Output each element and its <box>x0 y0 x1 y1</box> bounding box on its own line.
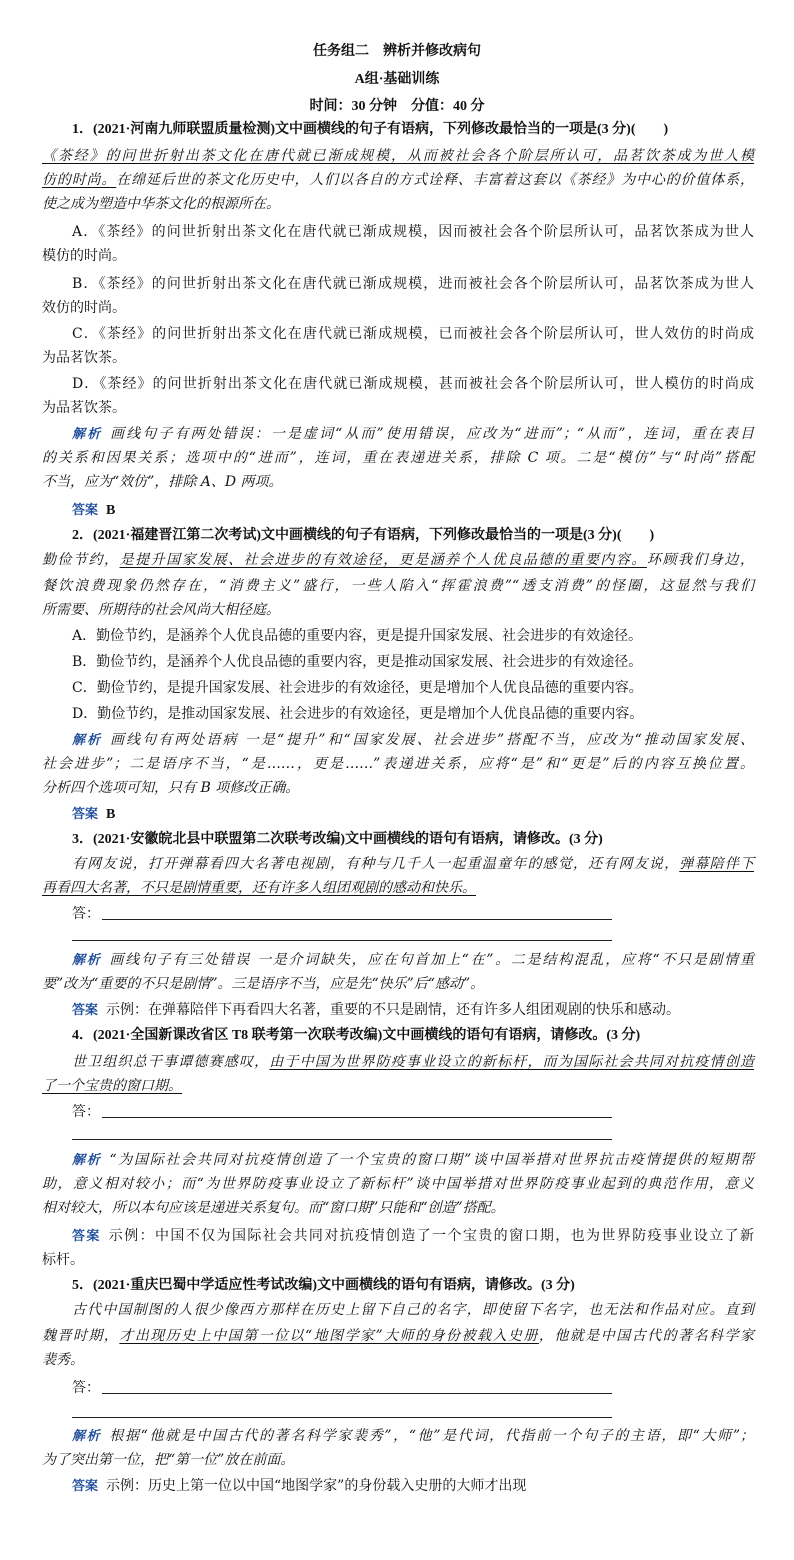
q4-passage-line1: 世卫组织总干事谭德赛感叹，由于中国为世界防疫事业设立的新标杆，而为国际社会共同对抗疫情创造 <box>72 1054 755 1070</box>
q1-analysis: 解析 画线句子有两处错误：一是虚词“从而”使用错误，应改为“进而”；“从而”，连词，重在表目 <box>72 426 754 442</box>
q1-option-c: C．《茶经》的问世折射出茶文化在唐代就已渐成规模，已而被社会各个阶层所认可，世人效仿的时尚成 <box>72 326 754 342</box>
q5-answer: 答案 示例：历史上第一位以中国“地图学家”的身份载入史册的大师才出现 <box>72 1478 527 1494</box>
q2-answer: 答案 B <box>72 807 116 822</box>
q4-underlined-sentence: 由于中国为世界防疫事业设立的新标杆，而为国际社会共同对抗疫情创造 <box>269 1054 755 1070</box>
q5-answer-blank-1[interactable] <box>102 1393 612 1394</box>
q1-passage-line1 <box>42 146 754 166</box>
q1-underlined-sentence: 《茶经》的问世折射出茶文化在唐代就已渐成规模，从而被社会各个阶层所认可，品茗饮茶成为世人模 <box>42 148 754 164</box>
q4-analysis: 解析 “为国际社会共同对抗疫情创造了一个宝贵的窗口期”谈中国举措对世界抗击疫情提供的短期帮 <box>72 1152 754 1168</box>
q2-stem: 2．(2021·福建晋江第二次考试)文中画横线的句子有语病，下列修改最恰当的一项是(3 分)( ) <box>72 528 655 543</box>
q4-passage-line2: 了一个宝贵的窗口期。 <box>42 1078 182 1094</box>
q1-option-d: D．《茶经》的问世折射出茶文化在唐代就已渐成规模，甚而被社会各个阶层所认可，世人模仿的时尚成 <box>72 376 754 392</box>
q5-passage-line1: 古代中国制图的人很少像西方那样在历史上留下自己的名字，即使留下名字，也无法和作品对应。直到 <box>72 1302 754 1318</box>
q4-answer-blank-2[interactable] <box>72 1139 612 1140</box>
q4-answer-prompt: 答： <box>72 1104 100 1120</box>
q2-option-a: A．勤俭节约，是涵养个人优良品德的重要内容，更是提升国家发展、社会进步的有效途径。 <box>72 628 643 644</box>
q3-passage-line2 <box>42 878 754 898</box>
time-score: 时间：30 分钟 分值：40 分 <box>309 99 485 114</box>
q2-option-d: D．勤俭节约，是推动国家发展、社会进步的有效途径，更是增加个人优良品德的重要内容。 <box>72 706 644 722</box>
q1-passage-line3: 使之成为塑造中华茶文化的根源所在。 <box>42 196 280 212</box>
q1-option-a: A．《茶经》的问世折射出茶文化在唐代就已渐成规模，因而被社会各个阶层所认可，品茗饮茶成为世人 <box>72 224 754 240</box>
q5-answer-blank-2[interactable] <box>72 1417 612 1418</box>
q1-answer: 答案 B <box>72 503 116 518</box>
q3-answer: 答案 示例：在弹幕陪伴下再看四大名著，重要的不只是剧情，还有许多人组团观剧的快乐和感动。 <box>72 1002 681 1018</box>
q5-stem: 5．(2021·重庆巴蜀中学适应性考试改编)文中画横线的语句有语病，请修改。(3 分) <box>72 1278 575 1293</box>
q3-stem: 3．(2021·安徽皖北县中联盟第二次联考改编)文中画横线的语句有语病，请修改。(3 分) <box>72 832 603 847</box>
q5-passage-line2: 魏晋时期，才出现历史上中国第一位以“地图学家”大师的身份被载入史册，他就是中国古代的著名科学家 <box>42 1328 754 1344</box>
q1-passage-line2: 仿的时尚。在绵延后世的茶文化历史中，人们以各自的方式诠释、丰富着这套以《茶经》为中心的价值体系， <box>42 172 755 188</box>
q1-stem: 1．(2021·河南九师联盟质量检测)文中画横线的句子有语病，下列修改最恰当的一项是(3 分)( ) <box>72 122 669 137</box>
q2-passage-line1: 勤俭节约，是提升国家发展、社会进步的有效途径，更是涵养个人优良品德的重要内容。环顾我们身边， <box>42 552 755 568</box>
analysis-label: 解析 <box>72 427 103 442</box>
q4-answer: 答案 示例：中国不仅为国际社会共同对抗疫情创造了一个宝贵的窗口期，也为世界防疫事业设立了新 <box>72 1228 754 1244</box>
q2-option-c: C．勤俭节约，是提升国家发展、社会进步的有效途径，更是增加个人优良品德的重要内容。 <box>72 680 643 696</box>
section-subtitle: A组·基础训练 <box>354 72 440 87</box>
page-title: 任务组二 辨析并修改病句 <box>313 44 481 59</box>
q3-answer-blank-1[interactable] <box>102 919 612 920</box>
q1-option-b: B．《茶经》的问世折射出茶文化在唐代就已渐成规模，进而被社会各个阶层所认可，品茗饮茶成为世人 <box>72 276 754 292</box>
q4-answer-blank-1[interactable] <box>102 1117 612 1118</box>
q5-answer-prompt: 答： <box>72 1380 100 1396</box>
q5-analysis: 解析 根据“他就是中国古代的著名科学家裴秀”，“他”是代词，代指前一个句子的主语，即“大师”； <box>72 1428 754 1444</box>
q3-underlined-sentence: 再看四大名著，不只是剧情重要，还有许多人组团观剧的感动和快乐。 <box>42 880 476 896</box>
q3-analysis: 解析 画线句子有三处错误 一是介词缺失，应在句首加上“在”。二是结构混乱，应将“不只是剧情重 <box>72 952 754 968</box>
answer-label: 答案 <box>72 503 99 518</box>
q2-underlined-sentence: 是提升国家发展、社会进步的有效途径，更是涵养个人优良品德的重要内容。 <box>119 552 647 568</box>
q2-analysis: 解析 画线句有两处语病 一是“提升”和“国家发展、社会进步”搭配不当，应改为“推动国家发展、 <box>72 732 754 748</box>
exercise-page: 任务组二 辨析并修改病句 A组·基础训练 时间：30 分钟 分值：40 分 1．(2021·河南九师联盟质量检测)文中画横线的句子有语病，下列修改最恰当的一项是(3 分)( ) 《茶经》的问世折射出茶文化在唐代就已渐成规模，从而被社会各个阶层所认可，品茗饮茶成为世人模 仿的时尚。在绵延后世的茶文化历史中，人们以各自的方式诠释、丰富着这套以《茶经》为中心的价值体系， 使之成为塑造中华茶文化的根源所在。 A．《茶经》的问世折射出茶文化在唐代就已渐成规模，因而被社会各个阶层所认可，品茗饮茶成为世人 模仿的时尚。 B．《茶经》的问世折射出茶文化在唐代就已渐成规模，进而被社会各个阶层所认可，品茗饮茶成为世人 效仿的时尚。 C．《茶经》的问世折射出茶文化在唐代就已渐成规模，已而被社会各个阶层所认可，世人效仿的时尚成 为品茗饮茶。 D．《茶经》的问世折射出茶文化在唐代就已渐成规模，甚而被社会各个阶层所认可，世人模仿的时尚成 为品茗饮茶。 解析 画线句子有两处错误：一是虚词“从而”使用错误，应改为“进而”；“从而”，连词，重在表目 的关系和因果关系；选项中的“进而”，连词，重在表递进关系，排除 C 项。二是“模仿”与“时尚”搭配 不当，应为“效仿”，排除 A、D 两项。 答案 B 2．(2021·福建晋江第二次考试)文中画横线的句子有语病，下列修改最恰当的一项是(3 分)( ) 勤俭节约，是提升国家发展、社会进步的有效途径，更是涵养个人优良品德的重要内容。环顾我们身边， 餐饮浪费现象仍然存在，“消费主义”盛行，一些人陷入“挥霍浪费”“透支消费”的怪圈，这显然与我们 所需要、所期待的社会风尚大相径庭。 A．勤俭节约，是涵养个人优良品德的重要内容，更是提升国家发展、社会进步的有效途径。 B．勤俭节约，是涵养个人优良品德的重要内容，更是推动国家发展、社会进步的有效途径。 C．勤俭节约，是提升国家发展、社会进步的有效途径，更是增加个人优良品德的重要内容。 D．勤俭节约，是推动国家发展、社会进步的有效途径，更是增加个人优良品德的重要内容。 解析 画线句有两处语病 一是“提升”和“国家发展、社会进步”搭配不当，应改为“推动国家发展、 社会进步”；二是语序不当，“是……，更是……”表递进关系，应将“是”和“更是”后的内容互换位置。 分析四个选项可知，只有 B 项修改正确。 答案 B 3．(2021·安徽皖北县中联盟第二次联考改编)文中画横线的语句有语病，请修改。(3 分) 有网友说，打开弹幕看四大名著电视剧，有种与几千人一起重温童年的感觉，还有网友说，弹幕陪伴下 再看四大名著，不只是剧情重要，还有许多人组团观剧的感动和快乐。 答： 解析 画线句子有三处错误 一是介词缺失，应在句首加上“在”。二是结构混乱，应将“不只是剧情重 要”改为“重要的不只是剧情”。三是语序不当，应是先“快乐”后“感动”。 答案 示例：在弹幕陪伴下再看四大名著，重要的不只是剧情，还有许多人组团观剧的快乐和感动。 4．(2021·全国新课改省区 T8 联考第一次联考改编)文中画横线的语句有语病，请修改。(3 分) 世卫组织总干事谭德赛感叹，由于中国为世界防疫事业设立的新标杆，而为国际社会共同对抗疫情创造 了一个宝贵的窗口期。 答： 解析 “为国际社会共同对抗疫情创造了一个宝贵的窗口期”谈中国举措对世界抗击疫情提供的短期帮 助，意义相对较小；而“为世界防疫事业设立了新标杆”谈中国举措对世界防疫事业起到的典范作用，意义 相对较大，所以本句应该是递进关系复句。而“窗口期”只能和“创造”搭配。 答案 示例：中国不仅为国际社会共同对抗疫情创造了一个宝贵的窗口期，也为世界防疫事业设立了新 标杆。 5．(2021·重庆巴蜀中学适应性考试改编)文中画横线的语句有语病，请修改。(3 分) 古代中国制图的人很少像西方那样在历史上留下自己的名字，即使留下名字，也无法和作品对应。直到 魏晋时期，才出现历史上中国第一位以“地图学家”大师的身份被载入史册，他就是中国古代的著名科学家 裴秀。 答： 解析 根据“他就是中国古代的著名科学家裴秀”，“他”是代词，代指前一个句子的主语，即“大师”； 为了突出第一位，把“第一位”放在前面。 答案 示例：历史上第一位以中国“地图学家”的身份载入史册的大师才出现 <box>0 0 794 1560</box>
q2-option-b: B．勤俭节约，是涵养个人优良品德的重要内容，更是推动国家发展、社会进步的有效途径。 <box>72 654 643 670</box>
q4-stem: 4．(2021·全国新课改省区 T8 联考第一次联考改编)文中画横线的语句有语病，请修改。(3 分) <box>72 1028 641 1043</box>
q5-underlined-sentence: 才出现历史上中国第一位以“地图学家”大师的身份被载入史册 <box>119 1328 539 1344</box>
q3-passage-line1: 有网友说，打开弹幕看四大名著电视剧，有种与几千人一起重温童年的感觉，还有网友说，弹幕陪伴下 <box>72 856 755 872</box>
q3-answer-blank-2[interactable] <box>72 940 612 941</box>
q3-answer-prompt: 答： <box>72 906 100 922</box>
